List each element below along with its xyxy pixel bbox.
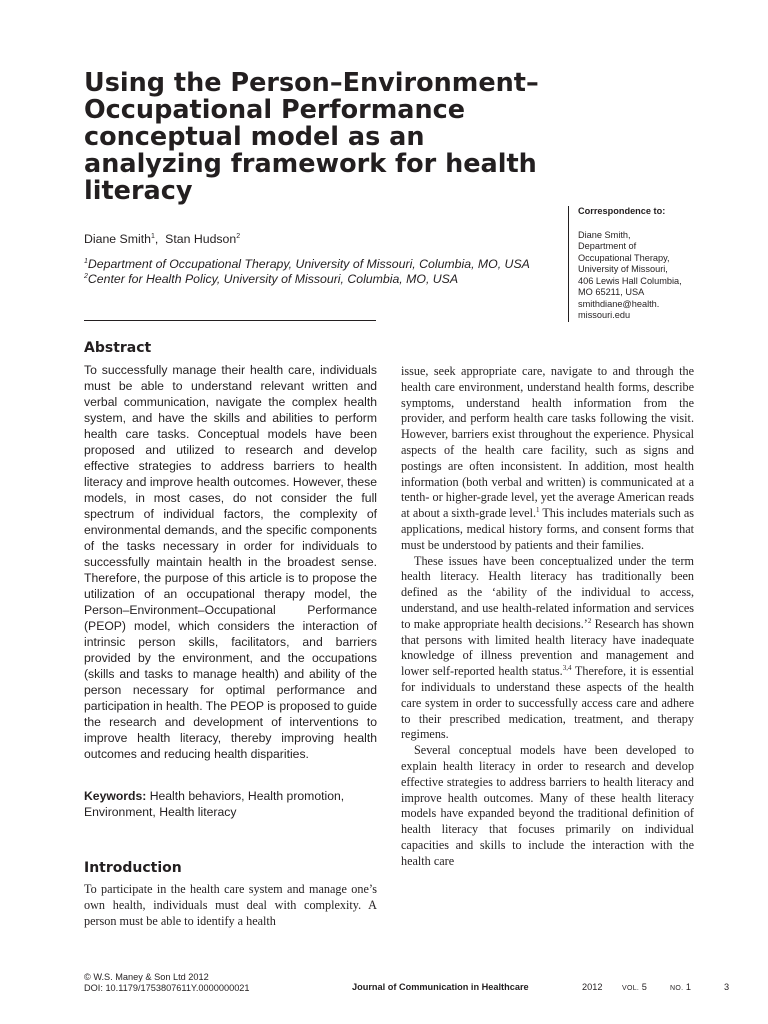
affiliation-marker: 1 xyxy=(84,257,88,265)
footer-publication-info xyxy=(84,972,250,994)
footer-volume-number: 5 xyxy=(641,982,647,992)
affiliation xyxy=(84,272,554,287)
body-text: This includes materials such as applications, medical history forms, and consent forms that must be understood by patients and their families. xyxy=(401,506,694,552)
affiliation-text: Center for Health Policy, University of Missouri, Columbia, MO, USA xyxy=(87,272,459,286)
keywords-label: Keywords: xyxy=(84,789,147,803)
affiliation-marker: 2 xyxy=(84,272,88,280)
affiliation-text: Department of Occupational Therapy, University of Missouri, Columbia, MO, USA xyxy=(87,257,530,271)
affiliation-list xyxy=(84,257,554,287)
abstract-text: To successfully manage their health care, individuals must be able to understand relevant written and verbal communication, navigate the complex health system, and have the skills and abilities to perform health care tasks. Conceptual models have been proposed and utilized to research and develop effective strategies to address barriers to health literacy and improve health outcomes. However, these models, in most cases, do not consider the full spectrum of individual factors, the complexity of environmental demands, and the specific components of the tasks necessary in order for individuals to successfully maintain health in the broadest sense. Therefore, the purpose of this article is to propose the utilization of an occupational therapy model, the Person–Environment–Occupational Performance (PEOP) model, which considers the interaction of intrinsic person skills, facilitators, and barriers provided by the environment, and the occupations (skills and tasks to manage health) and ability of the person necessary for optimal performance and participation in health. The PEOP is proposed to guide the research and development of interventions to improve health literacy, thereby improving health outcomes and reducing health disparities. xyxy=(84,363,377,761)
body-paragraph: Several conceptual models have been developed to explain health literacy in order to research and develop effective strategies to address barriers to health literacy and improve health outcomes. Many of these health literacy models have expanded beyond the traditional definition of health literacy that focuses primarily on individual capacities and skills to include the interaction with the health care xyxy=(401,743,694,868)
keywords-text: Health behaviors, Health promotion, Environment, Health literacy xyxy=(84,789,345,819)
footer-journal-name: Journal of Communication in Healthcare xyxy=(352,982,529,992)
footer-issue xyxy=(670,982,691,992)
footer-year: 2012 xyxy=(582,982,603,992)
author-name: Stan Hudson xyxy=(165,232,237,246)
body-column-right xyxy=(401,364,694,870)
correspondence-heading: Correspondence to: xyxy=(578,206,666,216)
abstract-heading: Abstract xyxy=(84,340,152,356)
footer-copyright: © W.S. Maney & Son Ltd 2012 xyxy=(84,972,209,982)
footer-doi: DOI: 10.1179/1753807611Y.0000000021 xyxy=(84,983,250,993)
author-affil-marker: 1 xyxy=(150,232,155,240)
keywords xyxy=(84,788,377,820)
body-text: Therefore, it is essential for individuals to understand these aspects of the health care system in order to successfully access care and adhere to their prescribed medication, treatment, and therapy regimens. xyxy=(401,664,694,742)
author-list: Diane Smith$^1$, Stan Hudson$^2$ xyxy=(84,232,241,246)
section-divider xyxy=(84,320,376,321)
introduction-heading: Introduction xyxy=(84,860,182,876)
citation-marker: 1 xyxy=(536,506,540,515)
body-paragraph xyxy=(401,554,694,744)
author-affil-marker: 2 xyxy=(236,232,241,240)
affiliation xyxy=(84,257,554,272)
article-title: Using the Person–Environment–Occupational Performance conceptual model as an analyzing framework for health literacy xyxy=(84,68,539,206)
footer-issue-label: NO. xyxy=(670,985,684,992)
footer-issue-number: 1 xyxy=(685,982,692,992)
footer-page-number: 3 xyxy=(724,982,730,992)
footer-volume xyxy=(622,982,647,992)
citation-marker: 3,4 xyxy=(562,664,572,673)
body-text: These issues have been conceptualized under the term health literacy. Health literacy has traditionally been defined as the ‘ability of the individual to access, understand, and use health-related information and services to make appropriate health decisions.’ xyxy=(401,553,694,631)
introduction-paragraph: To participate in the health care system and manage one’s own health, individuals must deal with complexity. A person must be able to identify a health xyxy=(84,882,377,928)
footer-volume-label: VOL. xyxy=(622,985,640,992)
correspondence-box xyxy=(568,206,708,322)
author-name: Diane Smith xyxy=(84,232,151,246)
body-paragraph xyxy=(401,364,694,554)
citation-marker: 2 xyxy=(587,616,592,625)
body-text: Research has shown that persons with limited health literacy have inadequate knowledge of illness prevention and management and lower self-reported health status. xyxy=(401,616,695,679)
correspondence-address: Diane Smith, Department of Occupational Therapy, University of Missouri, 406 Lewis Hall Columbia, MO 65211, USA smithdiane@health. missouri.edu xyxy=(578,229,682,320)
body-text: issue, seek appropriate care, navigate to and through the health care environment, understand health forms, describe symptoms, understand health information from the provider, and perform health care tasks following the visit. However, barriers exist throughout the experience. Physical aspects of the health care facility, such as signs and postings are often inconsistent. In addition, most health information (both verbal and written) is communicated at a tenth- or higher-grade level, yet the average American reads at about a sixth-grade level. xyxy=(401,364,694,521)
